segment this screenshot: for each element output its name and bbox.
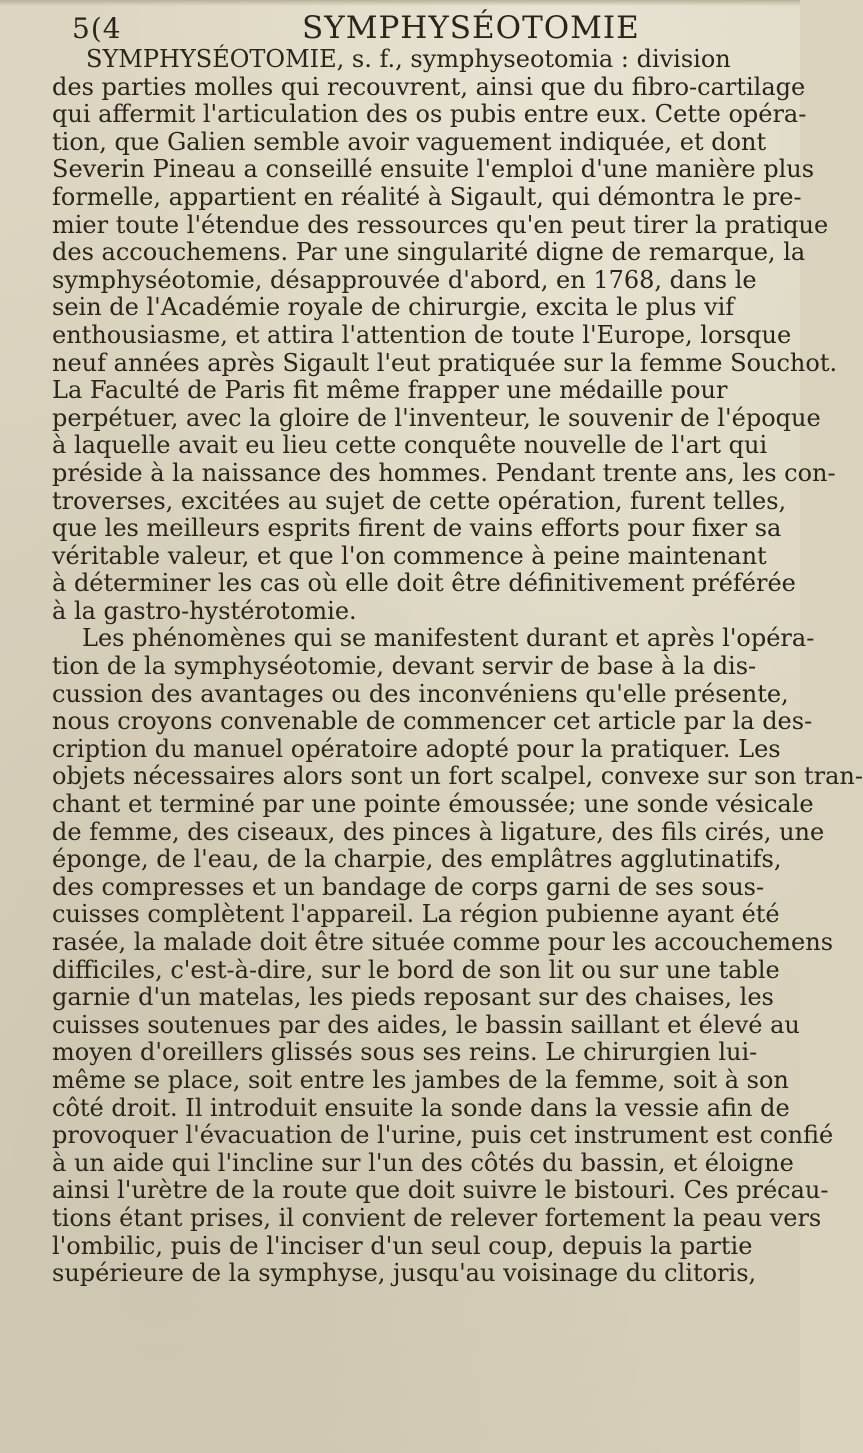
text-line: à déterminer les cas où elle doit être définitivement préférée	[52, 569, 796, 598]
text-line: à laquelle avait eu lieu cette conquête nouvelle de l'art qui	[52, 431, 768, 460]
text-line: perpétuer, avec la gloire de l'inventeur, le souvenir de l'époque	[52, 403, 821, 432]
text-line: véritable valeur, et que l'on commence à peine maintenant	[52, 541, 767, 570]
text-line: cussion des avantages ou des inconvéniens qu'elle présente,	[52, 679, 789, 708]
text-line: La Faculté de Paris fit même frapper une médaille pour	[52, 376, 728, 405]
text-line: ainsi l'urètre de la route que doit suivre le bistouri. Ces précau-	[52, 1176, 829, 1205]
text-line: objets nécessaires alors sont un fort scalpel, convexe sur son tran-	[52, 762, 863, 791]
text-line: Les phénomènes qui se manifestent durant et après l'opéra-	[82, 624, 815, 653]
text-line: rasée, la malade doit être située comme pour les accouchemens	[52, 928, 834, 956]
text-line: cuisses complètent l'appareil. La région pubienne ayant été	[52, 900, 780, 929]
text-line: sein de l'Académie royale de chirurgie, excita le plus vif	[52, 293, 735, 322]
text-line: chant et terminé par une pointe émoussée; une sonde vésicale	[52, 790, 814, 819]
text-line: supérieure de la symphyse, jusqu'au voisinage du clitoris,	[52, 1259, 757, 1288]
page-top-edge	[0, 0, 800, 6]
text-line: qui affermit l'articulation des os pubis entre eux. Cette opéra-	[52, 100, 807, 129]
text-line: moyen d'oreillers glissés sous ses reins. Le chirurgien lui-	[52, 1038, 758, 1067]
text-line: que les meilleurs esprits firent de vains efforts pour fixer sa	[52, 514, 782, 543]
text-line: des accouchemens. Par une singularité digne de remarque, la	[52, 238, 806, 267]
text-line: à un aide qui l'incline sur l'un des côtés du bassin, et éloigne	[52, 1148, 794, 1177]
text-line: l'ombilic, puis de l'inciser d'un seul coup, depuis la partie	[52, 1231, 753, 1260]
page-header	[52, 10, 770, 44]
text-line: provoquer l'évacuation de l'urine, puis cet instrument est confié	[52, 1121, 834, 1150]
text-line: des compresses et un bandage de corps garni de ses sous-	[52, 872, 765, 901]
text-line: Severin Pineau a conseillé ensuite l'emploi d'une manière plus	[52, 155, 815, 184]
text-line: cuisses soutenues par des aides, le bassin saillant et élevé au	[52, 1010, 800, 1039]
text-line: tion, que Galien semble avoir vaguement indiquée, et dont	[52, 127, 767, 156]
text-line: garnie d'un matelas, les pieds reposant sur des chaises, les	[52, 983, 774, 1012]
text-line: SYMPHYSÉOTOMIE, s. f., symphyseotomia : division	[86, 45, 731, 73]
text-line: éponge, de l'eau, de la charpie, des emplâtres agglutinatifs,	[52, 845, 782, 874]
text-line: enthousiasme, et attira l'attention de toute l'Europe, lorsque	[52, 320, 792, 349]
article-text	[52, 45, 863, 1288]
text-line: préside à la naissance des hommes. Pendant trente ans, les con-	[52, 458, 836, 487]
text-line: même se place, soit entre les jambes de la femme, soit à son	[52, 1065, 789, 1094]
text-line: cription du manuel opératoire adopté pour la pratiquer. Les	[52, 734, 781, 763]
text-line: à la gastro-hystérotomie.	[52, 596, 357, 625]
text-line: nous croyons convenable de commencer cet article par la des-	[52, 707, 813, 736]
text-line: difficiles, c'est-à-dire, sur le bord de son lit ou sur une table	[52, 955, 780, 984]
text-line: neuf années après Sigault l'eut pratiquée sur la femme Souchot.	[52, 348, 838, 377]
text-line: formelle, appartient en réalité à Sigault, qui démontra le pre-	[52, 182, 802, 211]
running-head: SYMPHYSÉOTOMIE	[302, 10, 640, 46]
text-line: mier toute l'étendue des ressources qu'en peut tirer la pratique	[52, 210, 829, 239]
text-line: tions étant prises, il convient de relever fortement la peau vers	[52, 1203, 822, 1232]
text-line: des parties molles qui recouvrent, ainsi que du fibro-cartilage	[52, 72, 806, 101]
text-line: tion de la symphyséotomie, devant servir de base à la dis-	[52, 652, 757, 681]
text-line: côté droit. Il introduit ensuite la sonde dans la vessie afin de	[52, 1093, 790, 1122]
page-number: 5(4	[72, 12, 122, 45]
text-line: de femme, des ciseaux, des pinces à ligature, des fils cirés, une	[52, 817, 825, 846]
text-line: symphyséotomie, désapprouvée d'abord, en 1768, dans le	[52, 265, 757, 294]
text-line: troverses, excitées au sujet de cette opération, furent telles,	[52, 486, 787, 515]
